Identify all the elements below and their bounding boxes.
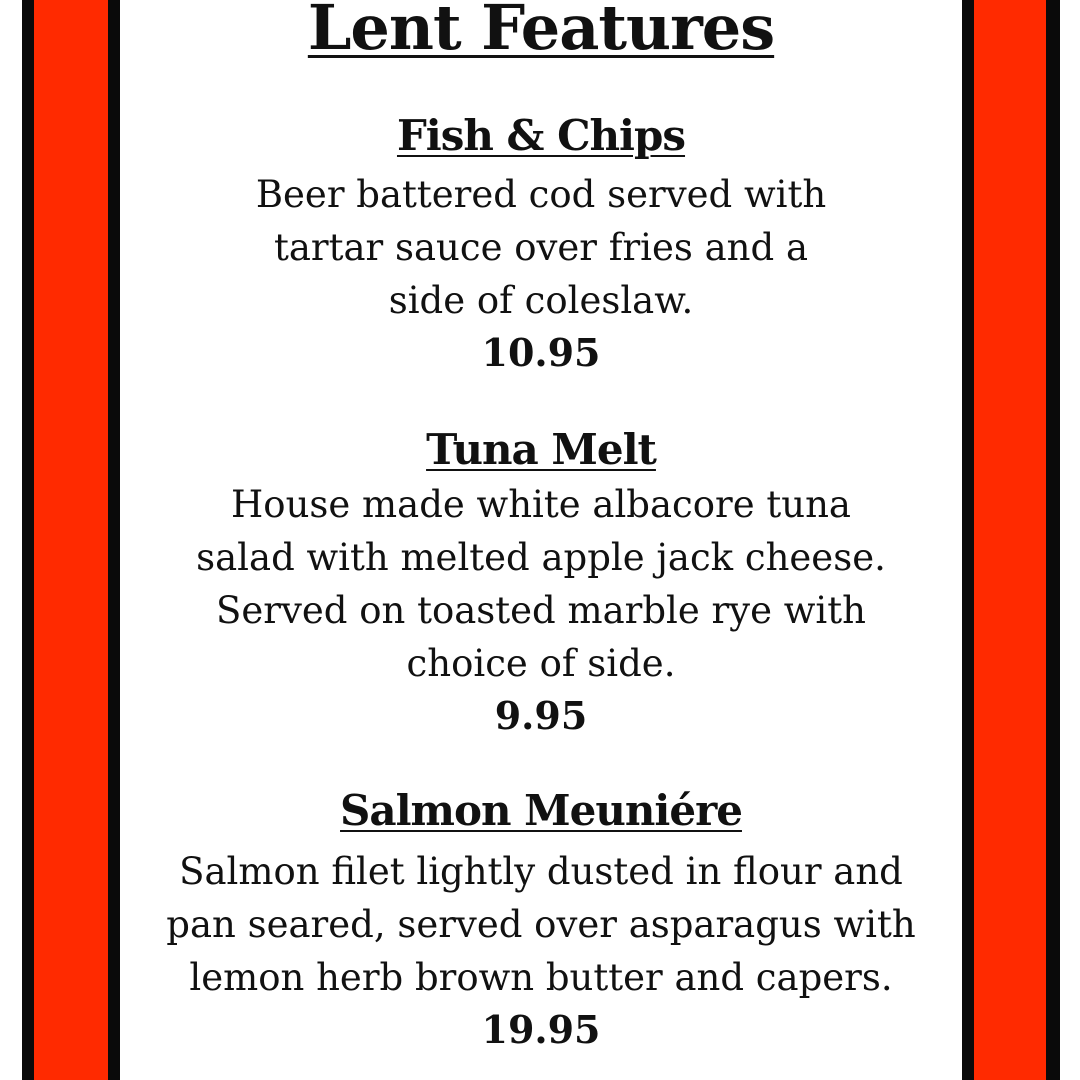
border-red-right [974, 0, 1046, 1080]
description-line: side of coleslaw. [388, 279, 694, 322]
border-black-right-inner [962, 0, 974, 1080]
border-black-left-outer [22, 0, 34, 1080]
menu-item-price: 9.95 [494, 693, 588, 738]
description-line: House made white albacore tuna [231, 483, 851, 526]
border-red-left [34, 0, 108, 1080]
border-black-right-outer [1046, 0, 1060, 1080]
border-black-left-inner [108, 0, 120, 1080]
menu-title: Lent Features [307, 0, 775, 64]
description-line: Beer battered cod served with [255, 173, 827, 216]
description-line: Served on toasted marble rye with [216, 589, 866, 632]
description-line: lemon herb brown butter and capers. [189, 956, 893, 999]
menu-item [120, 422, 962, 742]
description-line: tartar sauce over fries and a [273, 226, 809, 269]
description-line: pan seared, served over asparagus with [166, 903, 916, 946]
menu-item [120, 783, 962, 1056]
menu-item-price: 10.95 [481, 330, 601, 375]
border-white-left [0, 0, 22, 1080]
menu-item-description [120, 478, 962, 690]
description-line: Salmon filet lightly dusted in flour and [179, 850, 903, 893]
menu-item-name: Salmon Meuniére [340, 786, 742, 835]
border-white-right [1060, 0, 1080, 1080]
menu-content [120, 0, 962, 1080]
menu-item-name: Tuna Melt [426, 425, 656, 474]
description-line: choice of side. [406, 642, 676, 685]
menu-item-name: Fish & Chips [396, 111, 686, 160]
menu-item-description [120, 845, 962, 1004]
menu-item-description [120, 168, 962, 327]
menu-item-price: 19.95 [481, 1007, 601, 1052]
menu-item [120, 108, 962, 379]
description-line: salad with melted apple jack cheese. [196, 536, 886, 579]
